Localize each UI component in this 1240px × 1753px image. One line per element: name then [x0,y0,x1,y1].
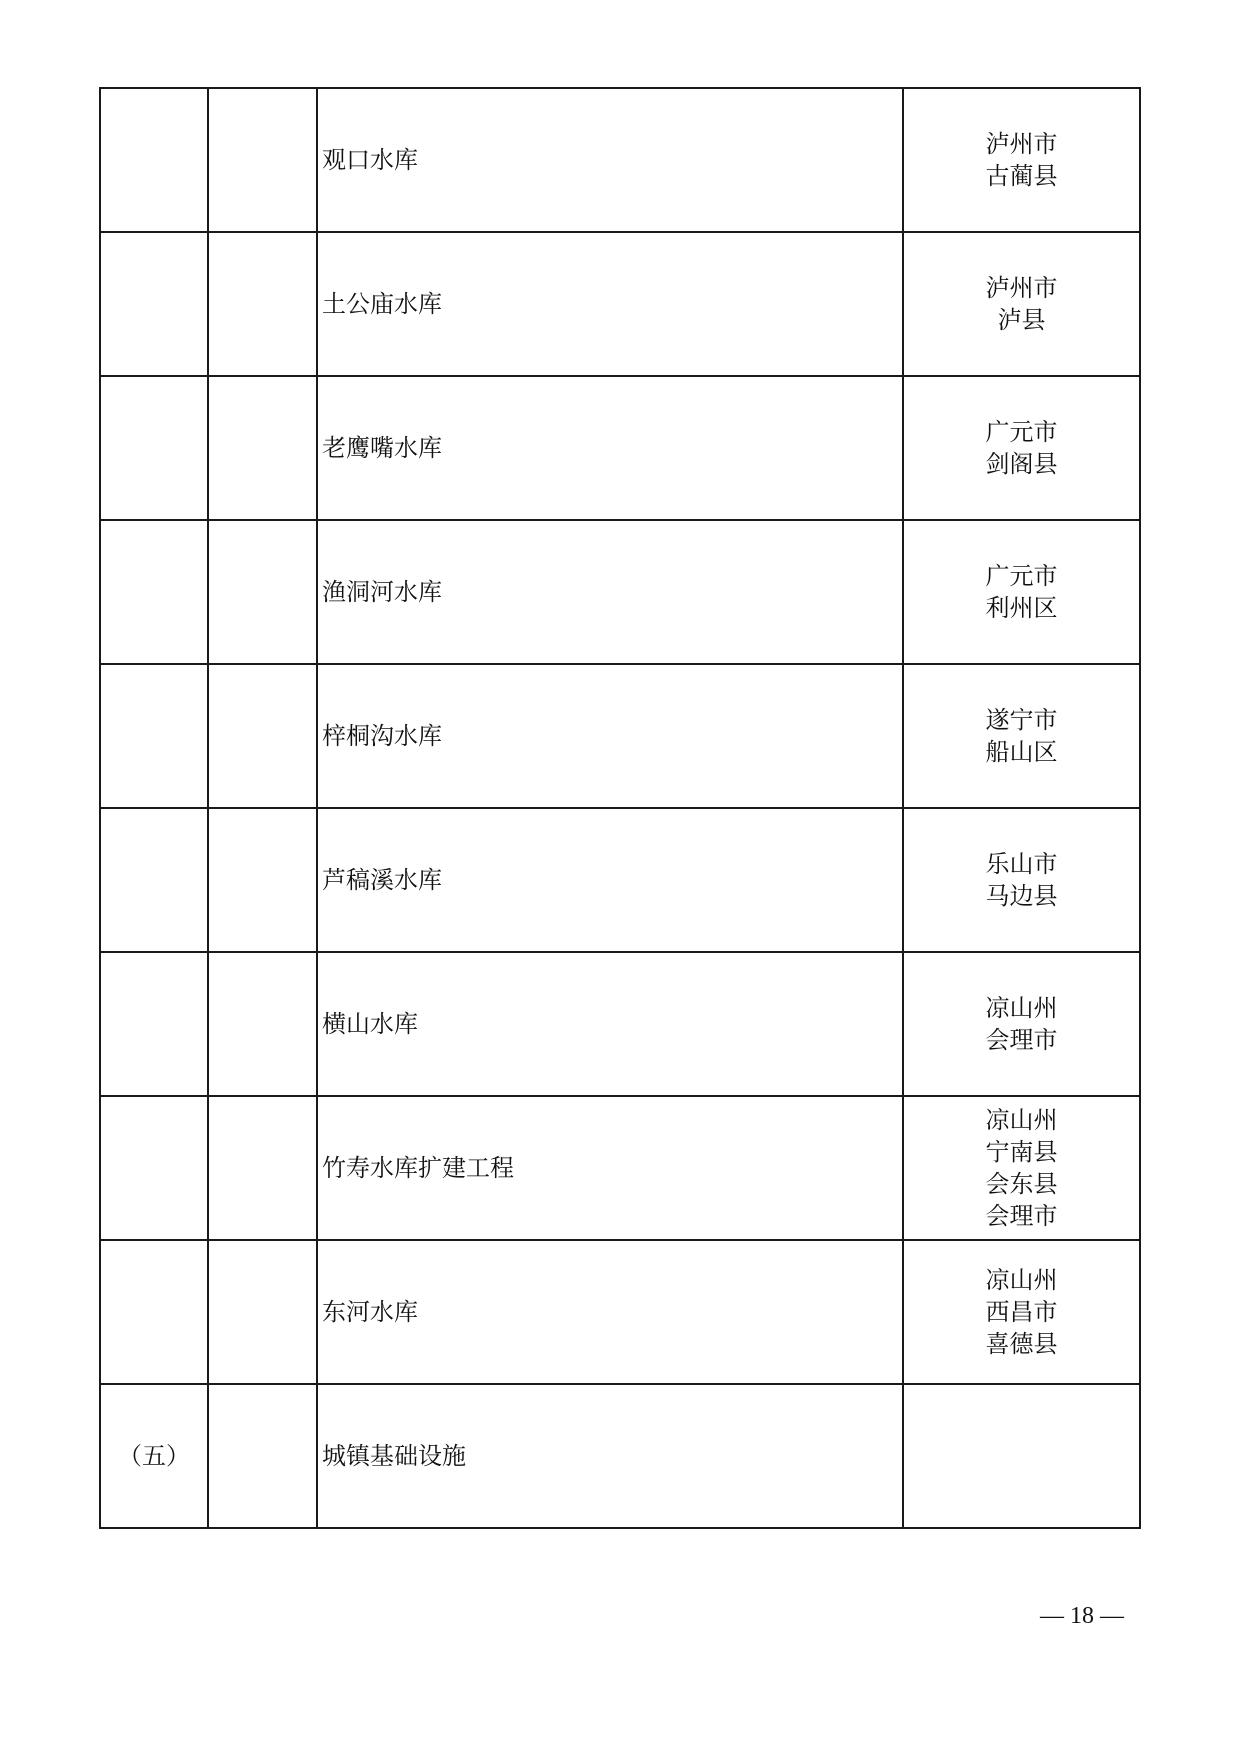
location-cell [903,232,1140,376]
table-row [100,376,1140,520]
row-sub-cell [208,664,317,808]
location-line: 会理市 [985,1026,1058,1054]
row-sub-cell [208,1384,317,1528]
location-cell [903,520,1140,664]
row-index-cell [100,952,208,1096]
location-line: 凉山州 [985,1106,1058,1134]
location-line: 古蔺县 [985,162,1058,190]
page-number: — 18 — [1040,1603,1124,1629]
location-line: 泸州市 [985,130,1058,158]
row-index-cell [100,664,208,808]
table-row [100,808,1140,952]
location-line: 乐山市 [985,850,1058,878]
location-cell [903,88,1140,232]
row-index-cell [100,232,208,376]
project-name-cell: 竹寿水库扩建工程 [317,1096,903,1240]
location-cell [903,1096,1140,1240]
row-sub-cell [208,1240,317,1384]
row-sub-cell [208,376,317,520]
location-line: 会东县 [985,1170,1058,1198]
location-line: 广元市 [985,562,1058,590]
project-name-cell: 梓桐沟水库 [317,664,903,808]
project-name-cell: 土公庙水库 [317,232,903,376]
location-line: 喜德县 [985,1330,1058,1358]
project-name-cell: 观口水库 [317,88,903,232]
table-row [100,952,1140,1096]
project-table [99,87,1141,1529]
location-line: 泸县 [997,306,1046,334]
location-line: 广元市 [985,418,1058,446]
location-line: 遂宁市 [985,706,1058,734]
project-name-cell: 芦稿溪水库 [317,808,903,952]
row-sub-cell [208,1096,317,1240]
row-index-cell [100,808,208,952]
project-name-cell: 东河水库 [317,1240,903,1384]
row-sub-cell [208,232,317,376]
location-cell [903,1384,1140,1528]
project-name-cell: 横山水库 [317,952,903,1096]
location-line: 剑阁县 [985,450,1058,478]
location-line: 凉山州 [985,994,1058,1022]
row-sub-cell [208,808,317,952]
row-index-cell [100,1096,208,1240]
location-cell [903,376,1140,520]
location-line: 船山区 [985,738,1058,766]
table-row [100,1384,1140,1528]
location-line: 宁南县 [985,1138,1058,1166]
project-name-cell: 渔洞河水库 [317,520,903,664]
table-row [100,232,1140,376]
location-line: 凉山州 [985,1266,1058,1294]
project-name-cell: 老鹰嘴水库 [317,376,903,520]
row-index-cell [100,520,208,664]
row-index-cell [100,1240,208,1384]
location-line: 利州区 [985,594,1058,622]
table-body [100,88,1140,1528]
location-cell [903,808,1140,952]
row-sub-cell [208,88,317,232]
row-index-cell [100,88,208,232]
table-row [100,1240,1140,1384]
location-cell [903,952,1140,1096]
table-row [100,88,1140,232]
location-cell [903,1240,1140,1384]
location-line: 会理市 [985,1202,1058,1230]
location-line: 马边县 [985,882,1058,910]
row-sub-cell [208,952,317,1096]
table-row [100,1096,1140,1240]
row-index-cell [100,376,208,520]
location-line: 泸州市 [985,274,1058,302]
table-row [100,664,1140,808]
row-index-cell: （五） [100,1384,208,1528]
location-cell [903,664,1140,808]
table-row [100,520,1140,664]
project-name-cell: 城镇基础设施 [317,1384,903,1528]
location-line: 西昌市 [985,1298,1058,1326]
row-sub-cell [208,520,317,664]
